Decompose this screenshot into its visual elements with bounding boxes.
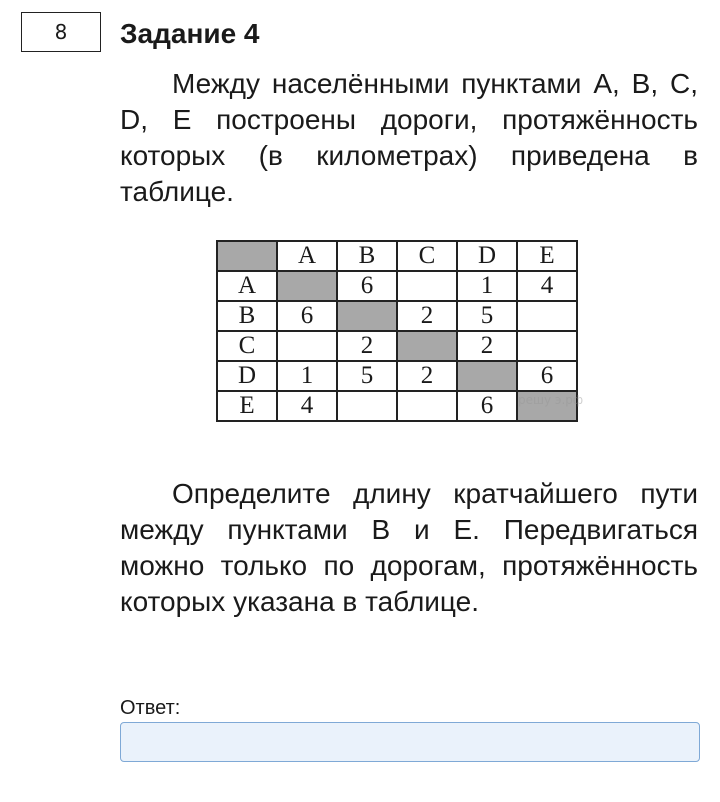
answer-input[interactable] xyxy=(120,722,700,762)
table-row xyxy=(217,361,577,391)
table-row-label: C xyxy=(217,331,277,361)
table-cell: 2 xyxy=(457,331,517,361)
table-cell xyxy=(277,331,337,361)
table-cell-diagonal xyxy=(397,331,457,361)
table-cell: 6 xyxy=(337,271,397,301)
table-header-cell: D xyxy=(457,241,517,271)
table-cell xyxy=(397,391,457,421)
table-cell xyxy=(517,301,577,331)
table-header-cell: B xyxy=(337,241,397,271)
table-header-cell: E xyxy=(517,241,577,271)
table-header-cell: C xyxy=(397,241,457,271)
table-cell: 2 xyxy=(397,361,457,391)
table-corner-cell xyxy=(217,241,277,271)
table-cell: 4 xyxy=(277,391,337,421)
task-number: 8 xyxy=(54,20,68,44)
table-cell: 1 xyxy=(457,271,517,301)
table-cell xyxy=(517,331,577,361)
table-header-row xyxy=(217,241,577,271)
task-question-text: Определите длину кратчайшего пути между пунктами B и E. Передвигаться можно только по дорогам, протяжённость которых указана в таблице. xyxy=(120,478,698,617)
table-cell: 6 xyxy=(277,301,337,331)
table-row xyxy=(217,271,577,301)
table-row-label: A xyxy=(217,271,277,301)
table-cell: 5 xyxy=(337,361,397,391)
table-cell-diagonal xyxy=(457,361,517,391)
answer-label: Ответ: xyxy=(120,697,181,719)
table-header-cell: A xyxy=(277,241,337,271)
table-cell-diagonal xyxy=(277,271,337,301)
table-row-label: B xyxy=(217,301,277,331)
table-cell: 2 xyxy=(337,331,397,361)
table-cell-diagonal xyxy=(337,301,397,331)
table-row xyxy=(217,301,577,331)
table-cell: 1 xyxy=(277,361,337,391)
table-row xyxy=(217,331,577,361)
table-cell: 6 xyxy=(517,361,577,391)
task-title: Задание 4 xyxy=(120,18,260,49)
table-cell: 6 xyxy=(457,391,517,421)
task-number-box xyxy=(21,12,101,52)
table-cell: 4 xyxy=(517,271,577,301)
table-cell xyxy=(397,271,457,301)
task-intro-text: Между населёнными пунктами A, B, C, D, E построены дороги, протяжённость которых (в километрах) приведена в таблице. xyxy=(120,68,698,207)
table-cell xyxy=(337,391,397,421)
table-cell: 2 xyxy=(397,301,457,331)
table-row-label: D xyxy=(217,361,277,391)
table-cell: 5 xyxy=(457,301,517,331)
table-row-label: E xyxy=(217,391,277,421)
watermark-text: решу э.рф xyxy=(518,393,584,407)
